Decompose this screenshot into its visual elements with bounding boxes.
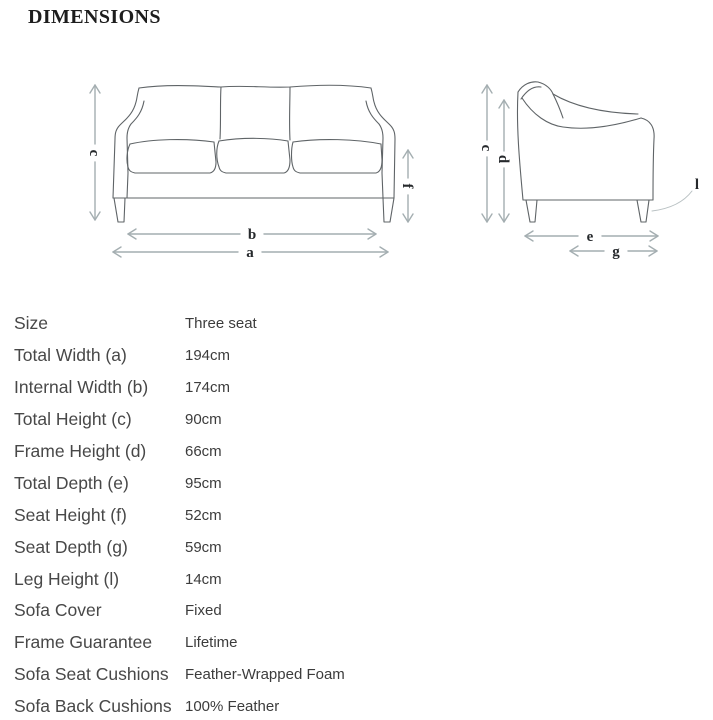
table-row-total-height (14, 404, 674, 436)
side-total-height-arrow (478, 85, 494, 222)
row-label: Total Height (c) (14, 409, 132, 430)
marker-leg-height: l (694, 177, 700, 193)
sofa-side-view (517, 82, 654, 222)
front-total-height-arrow (86, 85, 102, 220)
row-value: Three seat (185, 315, 257, 333)
marker-total-depth: e (586, 229, 594, 245)
row-label: Frame Height (d) (14, 441, 147, 461)
sofa-dimensions-diagram (0, 55, 713, 290)
row-label: Internal Width (b) (14, 377, 149, 398)
side-seat-depth-arrow (570, 244, 657, 260)
row-label: Total Depth (e) (14, 472, 129, 493)
marker-internal-width: b (247, 227, 257, 243)
marker-frame-height: d (495, 154, 511, 164)
table-row-total-depth (14, 467, 674, 499)
row-label: Leg Height (l) (14, 568, 120, 589)
front-internal-width-arrow (128, 227, 376, 243)
table-row-seat-height (14, 499, 674, 531)
front-total-width-arrow (113, 245, 388, 261)
table-row-frame-guarantee (14, 627, 674, 659)
marker-seat-depth: g (612, 244, 620, 260)
row-value: 52cm (185, 506, 222, 524)
marker-total-width: a (246, 245, 254, 261)
row-label: Sofa Seat Cushions (14, 664, 169, 685)
row-value: Feather-Wrapped Foam (185, 666, 345, 684)
row-value: 95cm (185, 474, 222, 492)
table-row-back-cushions (14, 691, 674, 720)
side-total-depth-arrow (525, 229, 658, 245)
marker-total-height-side: c (478, 144, 494, 152)
diagram-canvas (0, 55, 713, 290)
table-row-total-width (14, 340, 674, 372)
row-value: 90cm (185, 411, 222, 429)
table-row-seat-depth (14, 531, 674, 563)
table-row-size (14, 308, 674, 340)
row-value: 66cm (185, 443, 222, 460)
row-label: Frame Guarantee (14, 632, 153, 653)
row-value: Lifetime (185, 634, 238, 652)
table-row-sofa-cover (14, 595, 674, 627)
table-row-frame-height (14, 436, 674, 468)
row-label: Sofa Back Cushions (14, 696, 172, 717)
row-value: 59cm (185, 538, 222, 556)
marker-seat-height: f (399, 183, 415, 189)
marker-total-height-front: c (86, 149, 102, 157)
side-frame-height-arrow (495, 100, 511, 222)
page-title: DIMENSIONS (28, 6, 161, 28)
table-row-internal-width (14, 372, 674, 404)
row-label: Size (14, 313, 49, 334)
row-label: Total Width (a) (14, 345, 127, 366)
front-seat-height-arrow (399, 150, 415, 222)
table-row-leg-height (14, 563, 674, 595)
row-value: 194cm (185, 347, 231, 365)
side-leg-height-pointer (652, 177, 699, 211)
table-row-seat-cushions (14, 659, 674, 691)
row-label: Seat Depth (g) (14, 536, 128, 557)
row-label: Sofa Cover (14, 600, 102, 621)
row-value: 174cm (185, 379, 231, 397)
dimensions-table (14, 308, 674, 720)
row-value: Fixed (185, 602, 222, 620)
sofa-front-view (113, 85, 395, 222)
row-value: 100% Feather (185, 698, 280, 716)
row-value: 14cm (185, 570, 222, 588)
row-label: Seat Height (f) (14, 504, 127, 525)
